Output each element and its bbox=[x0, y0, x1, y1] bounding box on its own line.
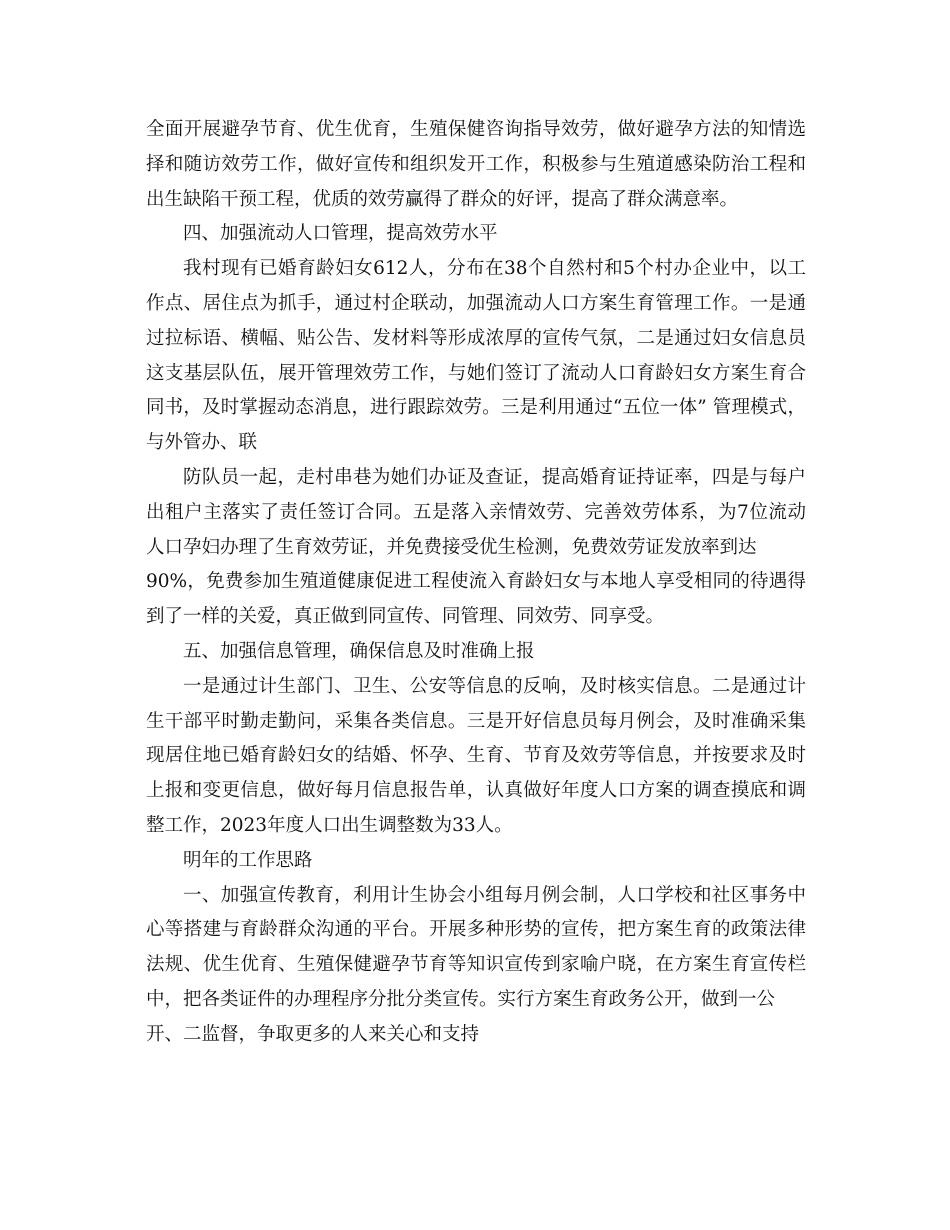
body-text-line: 过拉标语、横幅、贴公告、发材料等形成浓厚的宣传气氛，二是通过妇女信息员 bbox=[146, 327, 806, 349]
body-text-line: 到了一样的关爱，真正做到同宣传、同管理、同效劳、同享受。 bbox=[146, 606, 665, 628]
body-text-line: 我村现有已婚育龄妇女612人，分布在38个自然村和5个村办企业中，以工 bbox=[183, 258, 806, 280]
body-text-line: 一、加强宣传教育，利用计生协会小组每月例会制，人口学校和社区事务中 bbox=[183, 884, 806, 906]
body-text-line: 法规、优生优育、生殖保健避孕节育等知识宣传到家喻户晓，在方案生育宣传栏 bbox=[146, 954, 806, 976]
body-text-line: 一是通过计生部门、卫生、公安等信息的反响，及时核实信息。二是通过计 bbox=[183, 675, 806, 697]
body-text-line: 中，把各类证件的办理程序分批分类宣传。实行方案生育政务公开，做到一公 bbox=[146, 988, 776, 1010]
body-text-line: 人口孕妇办理了生育效劳证，并免费接受优生检测，免费效劳证发放率到达 bbox=[146, 536, 757, 558]
body-text-line: 上报和变更信息，做好每月信息报告单，认真做好年度人口方案的调查摸底和调 bbox=[146, 780, 806, 802]
body-text-line: 作点、居住点为抓手，通过村企联动，加强流动人口方案生育管理工作。一是通 bbox=[146, 292, 806, 314]
body-text-line: 择和随访效劳工作，做好宣传和组织发开工作，积极参与生殖道感染防治工程和 bbox=[146, 153, 806, 175]
body-text-line: 全面开展避孕节育、优生优育，生殖保健咨询指导效劳，做好避孕方法的知情选 bbox=[146, 119, 806, 140]
section-heading: 五、加强信息管理，确保信息及时准确上报 bbox=[183, 640, 535, 662]
section-heading: 四、加强流动人口管理，提高效劳水平 bbox=[183, 223, 498, 245]
body-text-line: 这支基层队伍，展开管理效劳工作，与她们签订了流动人口育龄妇女方案生育合 bbox=[146, 362, 806, 384]
section-heading: 明年的工作思路 bbox=[183, 849, 313, 871]
body-text-line: 90%，免费参加生殖道健康促进工程使流入育龄妇女与本地人享受相同的待遇得 bbox=[146, 571, 806, 593]
body-text-line: 生干部平时勤走勤问，采集各类信息。三是开好信息员每月例会，及时准确采集 bbox=[146, 710, 806, 732]
body-text-line: 与外管办、联 bbox=[146, 432, 258, 454]
body-text-line: 心等搭建与育龄群众沟通的平台。开展多种形势的宣传，把方案生育的政策法律 bbox=[146, 919, 806, 941]
body-text-line: 现居住地已婚育龄妇女的结婚、怀孕、生育、节育及效劳等信息，并按要求及时 bbox=[146, 745, 806, 767]
body-text-line: 出租户主落实了责任签订合同。五是落入亲情效劳、完善效劳体系，为7位流动 bbox=[146, 501, 806, 523]
body-text-line: 开、二监督，争取更多的人来关心和支持 bbox=[146, 1023, 480, 1045]
document-body bbox=[146, 113, 806, 1053]
body-text-line: 同书，及时掌握动态消息，进行跟踪效劳。三是利用通过“五位一体” 管理模式， bbox=[146, 397, 806, 419]
body-text-line: 防队员一起，走村串巷为她们办证及查证，提高婚育证持证率，四是与每户 bbox=[183, 466, 806, 488]
body-text-line: 整工作，2023年度人口出生调整数为33人。 bbox=[146, 814, 513, 836]
body-text-line: 出生缺陷干预工程，优质的效劳赢得了群众的好评，提高了群众满意率。 bbox=[146, 188, 739, 210]
